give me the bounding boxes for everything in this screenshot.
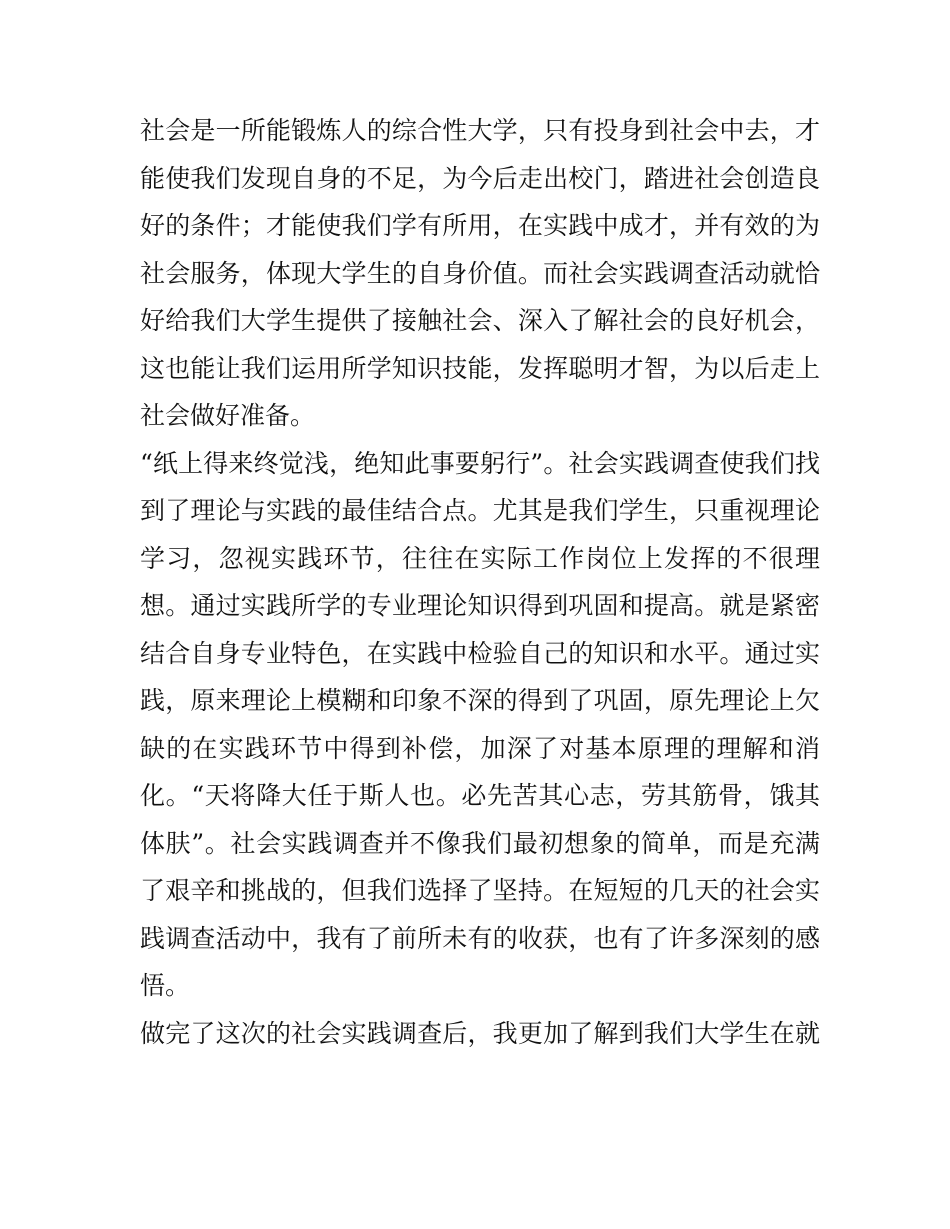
text-line: 社会做好准备。	[140, 401, 316, 430]
text-line: 体肤”。社会实践调查并不像我们最初想象的简单，而是充满	[140, 828, 820, 858]
paragraph-2	[140, 440, 820, 1010]
text-line: 社会服务，体现大学生的自身价值。而社会实践调查活动就恰	[140, 258, 820, 288]
text-line: 结合自身专业特色，在实践中检验自己的知识和水平。通过实	[140, 638, 820, 668]
text-line: 践调查活动中，我有了前所未有的收获，也有了许多深刻的感	[140, 923, 820, 953]
text-line: 化。“天将降大任于斯人也。必先苦其心志，劳其筋骨，饿其	[140, 781, 820, 810]
text-line: 到了理论与实践的最佳结合点。尤其是我们学生，只重视理论	[140, 496, 820, 525]
text-line: 学习，忽视实践环节，往往在实际工作岗位上发挥的不很理	[140, 543, 820, 573]
text-line: 想。通过实践所学的专业理论知识得到巩固和提高。就是紧密	[140, 591, 820, 620]
text-line: “纸上得来终觉浅，绝知此事要躬行”。社会实践调查使我们找	[140, 448, 820, 478]
text-line: 能使我们发现自身的不足，为今后走出校门，踏进社会创造良	[140, 163, 820, 193]
document-body	[140, 107, 820, 1057]
text-line: 了艰辛和挑战的，但我们选择了坚持。在短短的几天的社会实	[140, 876, 820, 905]
paragraph-1	[140, 107, 820, 440]
text-line: 社会是一所能锻炼人的综合性大学，只有投身到社会中去，才	[140, 116, 820, 145]
text-line: 缺的在实践环节中得到补偿，加深了对基本原理的理解和消	[140, 733, 820, 763]
text-line: 好的条件；才能使我们学有所用，在实践中成才，并有效的为	[140, 211, 820, 240]
text-line: 好给我们大学生提供了接触社会、深入了解社会的良好机会，	[140, 306, 820, 335]
text-line: 这也能让我们运用所学知识技能，发挥聪明才智，为以后走上	[140, 353, 820, 383]
text-line: 践，原来理论上模糊和印象不深的得到了巩固，原先理论上欠	[140, 686, 820, 715]
text-line: 做完了这次的社会实践调查后，我更加了解到我们大学生在就	[140, 1018, 820, 1048]
paragraph-3	[140, 1010, 820, 1058]
text-line: 悟。	[140, 971, 191, 1000]
